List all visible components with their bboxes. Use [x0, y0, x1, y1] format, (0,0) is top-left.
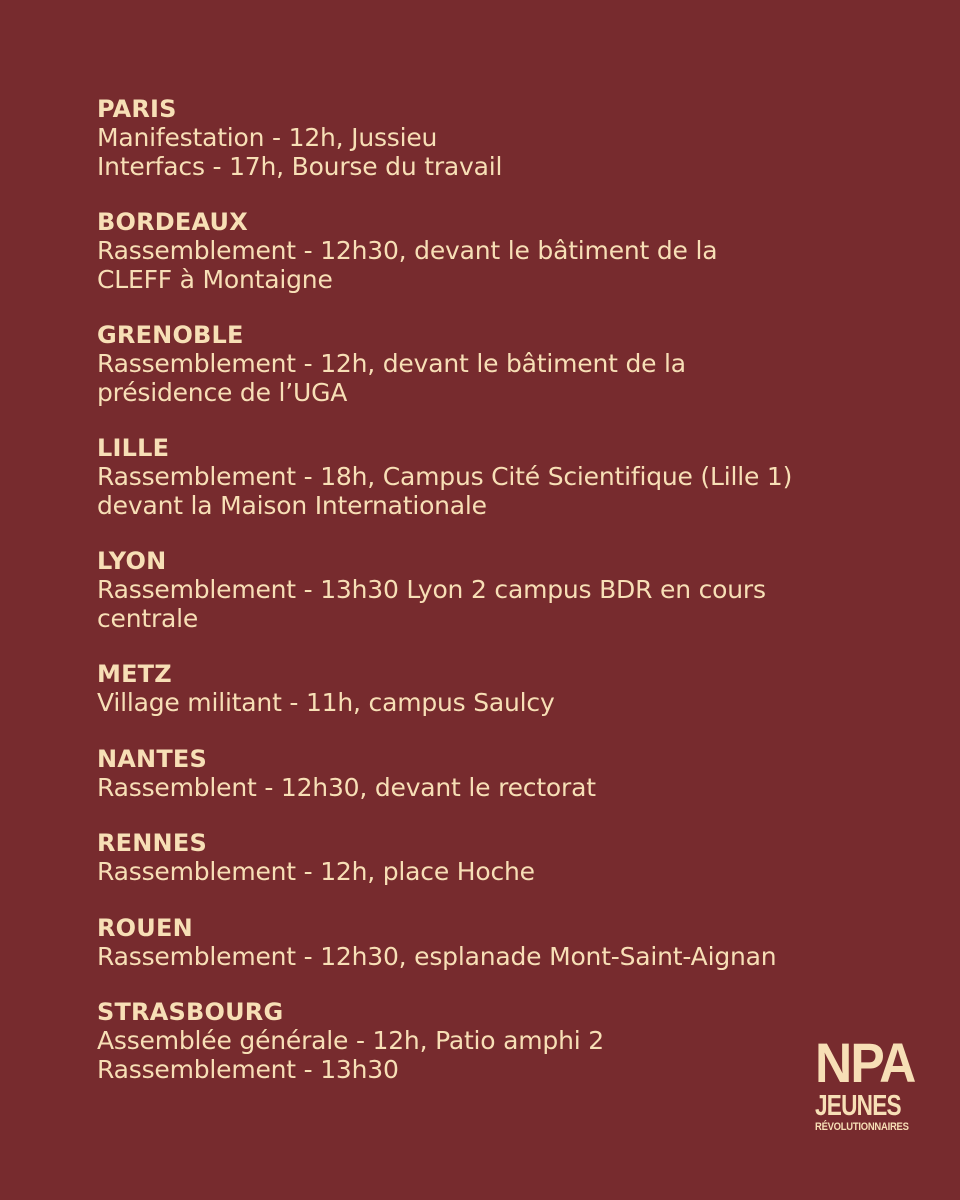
logo-jeunes-text: JEUNES	[815, 1090, 901, 1122]
city-block-lyon	[97, 547, 917, 633]
event-line: Rassemblement - 12h, devant le bâtiment de la	[97, 349, 686, 378]
event-line: Rassemblent - 12h30, devant le rectorat	[97, 772, 596, 802]
event-line: présidence de l’UGA	[97, 377, 348, 407]
city-block-metz	[97, 660, 917, 718]
city-name: PARIS	[97, 95, 177, 123]
event-line: Rassemblement - 12h30, devant le bâtiment de la	[97, 236, 718, 265]
npa-jeunes-logo	[815, 1031, 927, 1134]
city-block-bordeaux	[97, 208, 917, 294]
logo-npa-text: NPA	[815, 1031, 915, 1094]
event-line: Manifestation - 12h, Jussieu	[97, 123, 438, 152]
city-block-strasbourg	[97, 998, 917, 1084]
city-block-paris	[97, 95, 917, 181]
event-line: CLEFF à Montaigne	[97, 264, 333, 294]
event-line: devant la Maison Internationale	[97, 490, 487, 520]
city-name: NANTES	[97, 744, 207, 773]
city-name: BORDEAUX	[97, 208, 248, 236]
city-name: GRENOBLE	[97, 321, 244, 349]
city-name: LILLE	[97, 434, 170, 462]
event-line: Rassemblement - 18h, Campus Cité Scientifique (Lille 1)	[97, 462, 793, 491]
event-line: Rassemblement - 13h30	[97, 1054, 399, 1084]
city-name: METZ	[97, 660, 172, 688]
event-line: Rassemblement - 13h30 Lyon 2 campus BDR en cours	[97, 575, 766, 604]
city-block-rouen	[97, 914, 917, 972]
event-line: Interfacs - 17h, Bourse du travail	[97, 151, 503, 181]
event-line: Rassemblement - 12h, place Hoche	[97, 857, 535, 886]
city-block-grenoble	[97, 321, 917, 407]
city-block-nantes	[97, 745, 917, 803]
city-name: LYON	[97, 547, 167, 575]
city-name: STRASBOURG	[97, 998, 284, 1026]
logo-revolutionnaires-text: RÉVOLUTIONNAIRES	[815, 1121, 909, 1133]
city-name: ROUEN	[97, 913, 193, 942]
event-list	[97, 95, 917, 1111]
event-line: centrale	[97, 603, 199, 633]
city-name: RENNES	[97, 829, 207, 857]
event-line: Village militant - 11h, campus Saulcy	[97, 688, 555, 717]
event-line: Assemblée générale - 12h, Patio amphi 2	[97, 1026, 604, 1055]
city-block-rennes	[97, 829, 917, 887]
event-line: Rassemblement - 12h30, esplanade Mont-Saint-Aignan	[97, 941, 777, 971]
city-block-lille	[97, 434, 917, 520]
